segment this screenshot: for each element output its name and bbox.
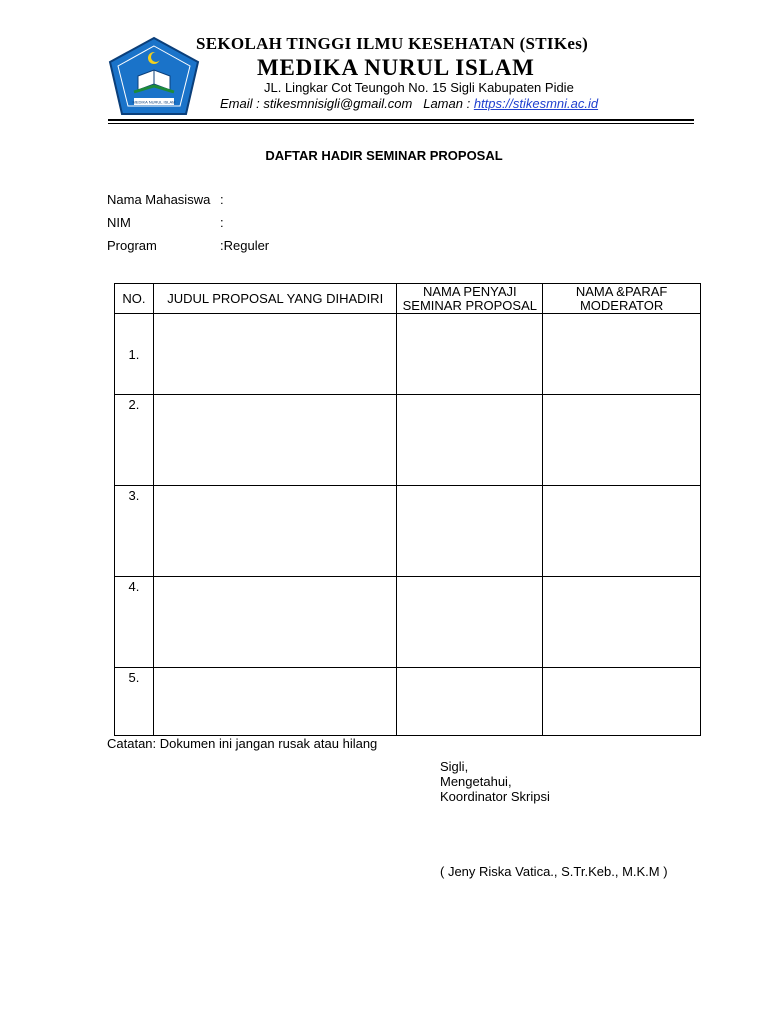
- row-number: 2.: [115, 395, 154, 486]
- signature-ack: Mengetahui,: [440, 774, 512, 789]
- cell-penyaji[interactable]: [397, 395, 543, 486]
- document-title: DAFTAR HADIR SEMINAR PROPOSAL: [265, 148, 503, 163]
- field-label-program: Program: [107, 238, 157, 253]
- col-header-no: NO.: [115, 284, 154, 314]
- row-number: 4.: [115, 577, 154, 668]
- email-label: Email :: [220, 96, 260, 111]
- signature-name: ( Jeny Riska Vatica., S.Tr.Keb., M.K.M ): [440, 864, 668, 879]
- field-value-program: :Reguler: [220, 238, 270, 253]
- cell-penyaji[interactable]: [397, 577, 543, 668]
- table-row: [115, 486, 701, 577]
- school-address: JL. Lingkar Cot Teungoh No. 15 Sigli Kabupaten Pidie: [264, 80, 574, 95]
- web-label: Laman :: [423, 96, 471, 111]
- attendance-table: [114, 283, 701, 736]
- cell-moderator[interactable]: [543, 486, 701, 577]
- cell-moderator[interactable]: [543, 314, 701, 395]
- col-header-penyaji: NAMA PENYAJI SEMINAR PROPOSAL: [397, 284, 543, 314]
- field-value-nama: :: [220, 192, 224, 207]
- table-row: [115, 577, 701, 668]
- cell-judul[interactable]: [153, 486, 396, 577]
- cell-penyaji[interactable]: [397, 314, 543, 395]
- col-header-judul: JUDUL PROPOSAL YANG DIHADIRI: [153, 284, 396, 314]
- table-row: [115, 314, 701, 395]
- cell-judul[interactable]: [153, 314, 396, 395]
- table-row: [115, 668, 701, 736]
- school-logo-icon: [108, 36, 200, 118]
- row-number: 1.: [115, 314, 154, 395]
- field-value-nim: :: [220, 215, 224, 230]
- signature-place: Sigli,: [440, 759, 469, 774]
- row-number: 3.: [115, 486, 154, 577]
- cell-moderator[interactable]: [543, 577, 701, 668]
- email-address: stikesmnisigli@gmail.com: [263, 96, 413, 111]
- header-rule-thick: [108, 119, 694, 121]
- cell-moderator[interactable]: [543, 395, 701, 486]
- cell-judul[interactable]: [153, 395, 396, 486]
- cell-penyaji[interactable]: [397, 486, 543, 577]
- cell-judul[interactable]: [153, 668, 396, 736]
- logo-caption: MEDIKA NURUL ISLAM: [132, 99, 176, 105]
- table-header-row: [115, 284, 701, 314]
- table-row: [115, 395, 701, 486]
- col-header-moderator: NAMA &PARAF MODERATOR: [543, 284, 701, 314]
- document-note: Catatan: Dokumen ini jangan rusak atau hilang: [107, 736, 378, 751]
- field-label-nama: Nama Mahasiswa: [107, 192, 211, 207]
- school-contact: [220, 96, 598, 111]
- header-rule-thin: [108, 123, 694, 124]
- cell-moderator[interactable]: [543, 668, 701, 736]
- cell-judul[interactable]: [153, 577, 396, 668]
- website-link[interactable]: https://stikesmni.ac.id: [473, 96, 599, 111]
- cell-penyaji[interactable]: [397, 668, 543, 736]
- school-name-line2: MEDIKA NURUL ISLAM: [257, 55, 535, 80]
- field-label-nim: NIM: [107, 215, 131, 230]
- signature-role: Koordinator Skripsi: [440, 789, 550, 804]
- row-number: 5.: [115, 668, 154, 736]
- school-name-line1: SEKOLAH TINGGI ILMU KESEHATAN (STIKes): [196, 34, 589, 53]
